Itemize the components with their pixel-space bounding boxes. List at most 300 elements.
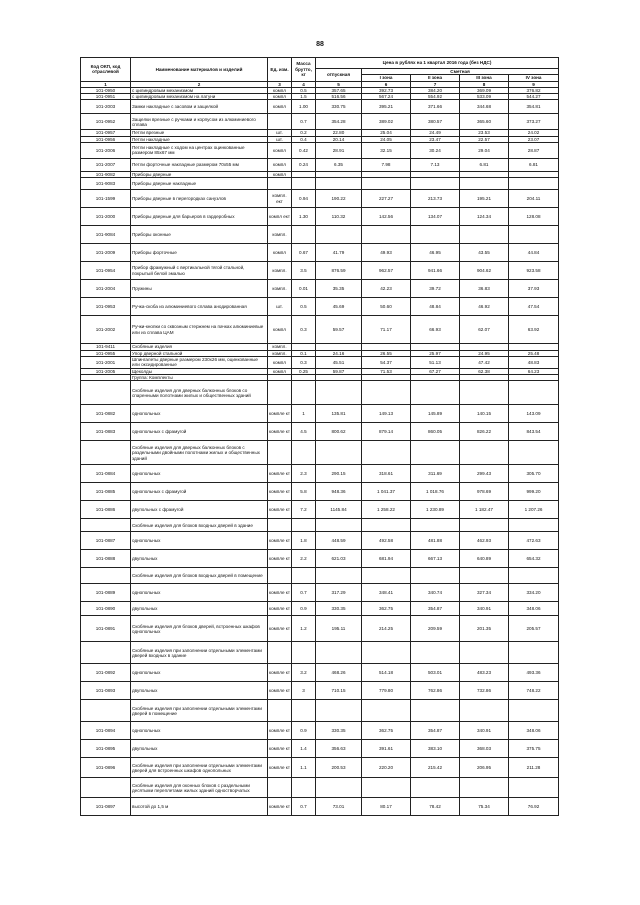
row-price-zone-1: 24.05 — [362, 136, 411, 142]
row-unit: компл — [268, 244, 292, 262]
row-mass: 3.2 — [292, 664, 316, 682]
row-price-zone-2: 215.42 — [411, 758, 460, 778]
row-name: однопольных — [131, 722, 268, 740]
header-code: Код ОКП, код отраслевой — [81, 58, 131, 82]
row-price-release: 290.15 — [316, 465, 362, 483]
row-code: 101-0885 — [81, 483, 131, 501]
row-unit: компл. — [268, 350, 292, 356]
row-unit — [268, 381, 292, 405]
row-code: 101-0953 — [81, 298, 131, 316]
row-code: 101-9082 — [81, 171, 131, 177]
row-unit — [268, 178, 292, 190]
row-code: 101-0886 — [81, 501, 131, 519]
row-price-release: 876.59 — [316, 262, 362, 280]
row-unit: компле кт — [268, 405, 292, 423]
row-code: 101-0883 — [81, 423, 131, 441]
table-row — [81, 664, 559, 682]
row-price-zone-4: 204.11 — [509, 190, 559, 208]
row-unit — [268, 642, 292, 664]
row-price-zone-1: 149.13 — [362, 405, 411, 423]
row-price-zone-4 — [509, 568, 559, 584]
row-unit: компле кт — [268, 602, 292, 616]
row-name: однопольных — [131, 405, 268, 423]
row-code — [81, 381, 131, 405]
table-row — [81, 190, 559, 208]
column-number: 6 — [362, 81, 411, 87]
row-price-release: 6.35 — [316, 158, 362, 171]
row-code: 101-0895 — [81, 740, 131, 758]
row-price-zone-2: 30.24 — [411, 142, 460, 158]
table-row — [81, 262, 559, 280]
row-price-zone-3: 29.04 — [460, 142, 509, 158]
row-price-zone-2 — [411, 642, 460, 664]
row-price-zone-1: 32.15 — [362, 142, 411, 158]
row-price-zone-1: 362.75 — [362, 602, 411, 616]
table-row — [81, 602, 559, 616]
row-price-zone-3 — [460, 568, 509, 584]
row-code: 101-0951 — [81, 94, 131, 100]
row-code: 101-0888 — [81, 550, 131, 568]
row-code: 101-1599 — [81, 190, 131, 208]
row-price-zone-4 — [509, 381, 559, 405]
row-unit: компл — [268, 171, 292, 177]
row-name: Скобяные изделия для блоков входных дверей в здание — [131, 519, 268, 532]
row-price-zone-2: 213.73 — [411, 190, 460, 208]
header-zone-1: I зона — [362, 75, 411, 81]
row-price-zone-3: 340.91 — [460, 722, 509, 740]
row-price-release: 200.53 — [316, 758, 362, 778]
row-price-zone-3: 462.93 — [460, 532, 509, 550]
row-price-release: 190.22 — [316, 190, 362, 208]
row-price-zone-4: 999.20 — [509, 483, 559, 501]
row-price-zone-2 — [411, 519, 460, 532]
row-price-release: 354.28 — [316, 114, 362, 130]
row-price-zone-1: 80.17 — [362, 798, 411, 816]
row-name: Скобяные изделия при заполнении отдельными элементами дверей для встроенных шкафов однопольных — [131, 758, 268, 778]
table-row — [81, 758, 559, 778]
row-price-zone-3: 6.81 — [460, 158, 509, 171]
row-code: 101-0955 — [81, 350, 131, 356]
row-price-zone-1: 26.55 — [362, 350, 411, 356]
header-unit: Ед. изм. — [268, 58, 292, 82]
row-price-zone-1: 567.24 — [362, 94, 411, 100]
table-row — [81, 158, 559, 171]
row-price-zone-4 — [509, 178, 559, 190]
row-price-zone-1: 214.25 — [362, 616, 411, 642]
row-unit: компле кт — [268, 682, 292, 700]
row-mass: 1.30 — [292, 208, 316, 226]
row-price-zone-1: 318.61 — [362, 465, 411, 483]
row-price-zone-1: 962.57 — [362, 262, 411, 280]
row-unit: компле кт — [268, 532, 292, 550]
row-price-zone-3 — [460, 700, 509, 722]
row-price-zone-1: 7.98 — [362, 158, 411, 171]
row-price-zone-1 — [362, 642, 411, 664]
row-price-zone-4: 47.54 — [509, 298, 559, 316]
table-row — [81, 142, 559, 158]
row-price-zone-3: 22.57 — [460, 136, 509, 142]
row-price-release: 135.81 — [316, 405, 362, 423]
row-mass: 0.1 — [292, 350, 316, 356]
row-mass: 0.42 — [292, 142, 316, 158]
row-price-zone-4: 205.57 — [509, 616, 559, 642]
table-row — [81, 740, 559, 758]
row-price-zone-2: 384.20 — [411, 87, 460, 93]
row-name: Скобяные изделия для дверных балконных блоков со спаренными полотнами жилых и общественных зданий — [131, 381, 268, 405]
row-mass — [292, 642, 316, 664]
row-price-zone-2: 941.66 — [411, 262, 460, 280]
row-unit: компл. ект — [268, 190, 292, 208]
row-price-zone-2: 25.97 — [411, 350, 460, 356]
row-price-release: 22.80 — [316, 130, 362, 136]
table-row — [81, 682, 559, 700]
row-price-release: 448.59 — [316, 532, 362, 550]
row-price-zone-1 — [362, 700, 411, 722]
row-mass: 0.5 — [292, 298, 316, 316]
row-price-release: 330.35 — [316, 602, 362, 616]
column-number: 3 — [268, 81, 292, 87]
table-row — [81, 778, 559, 798]
row-code: 101-2005 — [81, 368, 131, 374]
table-row — [81, 381, 559, 405]
table-row — [81, 501, 559, 519]
row-price-zone-3: 904.62 — [460, 262, 509, 280]
row-name: Петли форточные накладные размером 70х55 мм — [131, 158, 268, 171]
row-mass: 0.3 — [292, 356, 316, 368]
row-name: Группа: Комплекты — [131, 375, 268, 381]
row-code: 101-0887 — [81, 532, 131, 550]
column-number: 1 — [81, 81, 131, 87]
row-unit: компл. — [268, 344, 292, 350]
row-price-zone-4 — [509, 700, 559, 722]
row-mass: 0.2 — [292, 130, 316, 136]
row-price-zone-3: 340.91 — [460, 602, 509, 616]
row-price-zone-1: 220.20 — [362, 758, 411, 778]
row-price-zone-4: 376.82 — [509, 87, 559, 93]
row-code: 101-9411 — [81, 344, 131, 350]
row-name: однопольных с фрамугой — [131, 483, 268, 501]
table-row — [81, 568, 559, 584]
row-code: 101-0894 — [81, 722, 131, 740]
row-price-zone-1 — [362, 441, 411, 465]
row-mass: 0.7 — [292, 114, 316, 130]
table-row — [81, 208, 559, 226]
row-unit: компл. — [268, 262, 292, 280]
row-price-zone-1: 49.93 — [362, 244, 411, 262]
row-price-zone-3: 299.43 — [460, 465, 509, 483]
row-mass: 1.1 — [292, 758, 316, 778]
row-name: Петли врезные — [131, 130, 268, 136]
row-price-zone-4: 354.81 — [509, 100, 559, 114]
row-price-zone-3: 978.69 — [460, 483, 509, 501]
row-name: Замки накладные с засовом и защелкой — [131, 100, 268, 114]
row-price-zone-4: 748.22 — [509, 682, 559, 700]
row-price-zone-4: 654.32 — [509, 550, 559, 568]
row-name: двупольных — [131, 550, 268, 568]
row-name: с цилиндровым механизмом — [131, 87, 268, 93]
row-price-zone-3: 62.07 — [460, 316, 509, 344]
row-price-zone-1 — [362, 519, 411, 532]
row-name: однопольных — [131, 465, 268, 483]
row-price-zone-2: 383.10 — [411, 740, 460, 758]
row-name: Скобяные изделия — [131, 344, 268, 350]
row-price-zone-3: 533.09 — [460, 94, 509, 100]
row-mass: 0.25 — [292, 368, 316, 374]
row-code: 101-2001 — [81, 356, 131, 368]
row-unit: компле кт — [268, 722, 292, 740]
row-unit: компл — [268, 316, 292, 344]
row-unit — [268, 568, 292, 584]
row-name: Скобяные изделия для блоков входных дверей в помещение — [131, 568, 268, 584]
row-code: 101-2007 — [81, 158, 131, 171]
row-mass: 1.8 — [292, 532, 316, 550]
row-code — [81, 441, 131, 465]
row-name: Приборы форточные — [131, 244, 268, 262]
row-code: 101-0889 — [81, 584, 131, 602]
row-mass: 0.67 — [292, 244, 316, 262]
row-price-zone-4: 1 207.26 — [509, 501, 559, 519]
row-price-zone-1: 395.21 — [362, 100, 411, 114]
row-price-zone-2: 24.49 — [411, 130, 460, 136]
row-price-zone-2: 51.13 — [411, 356, 460, 368]
row-unit: компл ект — [268, 208, 292, 226]
row-price-release: 35.35 — [316, 280, 362, 298]
row-mass — [292, 178, 316, 190]
row-mass: 0.9 — [292, 602, 316, 616]
row-price-zone-2: 66.93 — [411, 316, 460, 344]
row-price-zone-2: 78.42 — [411, 798, 460, 816]
row-price-zone-4: 493.36 — [509, 664, 559, 682]
row-price-release: 59.57 — [316, 316, 362, 344]
row-price-zone-1: 362.75 — [362, 722, 411, 740]
column-number: 4 — [292, 81, 316, 87]
table-row — [81, 405, 559, 423]
row-price-zone-4: 48.83 — [509, 356, 559, 368]
row-mass: 3 — [292, 682, 316, 700]
row-price-zone-1: 71.17 — [362, 316, 411, 344]
row-price-zone-4: 63.92 — [509, 316, 559, 344]
row-name: однопольных — [131, 584, 268, 602]
row-name: Скобяные изделия при заполнении отдельными элементами дверей в помещение — [131, 700, 268, 722]
row-price-release: 195.11 — [316, 616, 362, 642]
row-price-zone-1 — [362, 226, 411, 244]
row-price-release: 710.15 — [316, 682, 362, 700]
row-price-release — [316, 441, 362, 465]
row-price-zone-1 — [362, 778, 411, 798]
column-number: 2 — [131, 81, 268, 87]
header-name: Наименование материалов и изделий — [131, 58, 268, 82]
row-price-zone-4: 544.27 — [509, 94, 559, 100]
row-price-zone-2: 46.95 — [411, 244, 460, 262]
column-number: 9 — [509, 81, 559, 87]
row-unit: компле кт — [268, 740, 292, 758]
table-row — [81, 178, 559, 190]
row-unit: шт. — [268, 130, 292, 136]
table-row — [81, 519, 559, 532]
row-price-zone-2: 7.13 — [411, 158, 460, 171]
row-code: 101-2000 — [81, 208, 131, 226]
row-price-zone-4: 334.20 — [509, 584, 559, 602]
table-row — [81, 532, 559, 550]
row-price-zone-3 — [460, 381, 509, 405]
row-unit: компле кт — [268, 616, 292, 642]
row-name: с цилиндровым механизмом на латуни — [131, 94, 268, 100]
row-price-zone-4: 305.70 — [509, 465, 559, 483]
row-price-zone-3: 483.23 — [460, 664, 509, 682]
row-price-zone-3: 75.34 — [460, 798, 509, 816]
row-mass: 0.7 — [292, 798, 316, 816]
row-price-release: 45.69 — [316, 298, 362, 316]
row-name: Шпингалеты дверные размером 230х26 мм, оцинкованные или оксидированные — [131, 356, 268, 368]
row-price-zone-3: 43.55 — [460, 244, 509, 262]
row-price-zone-4 — [509, 642, 559, 664]
column-number: 7 — [411, 81, 460, 87]
row-price-zone-1: 348.41 — [362, 584, 411, 602]
row-price-release: 330.75 — [316, 100, 362, 114]
row-price-zone-3: 365.60 — [460, 114, 509, 130]
row-name: Упор дверной стальной — [131, 350, 268, 356]
row-name: двупольных с фрамугой — [131, 501, 268, 519]
page-number: 88 — [316, 41, 324, 48]
row-price-zone-2: 67.27 — [411, 368, 460, 374]
row-name: Щеколды — [131, 368, 268, 374]
table-row — [81, 584, 559, 602]
row-code — [81, 700, 131, 722]
row-price-zone-3: 826.22 — [460, 423, 509, 441]
row-price-zone-2 — [411, 381, 460, 405]
row-code: 101-0892 — [81, 664, 131, 682]
row-price-zone-1: 514.18 — [362, 664, 411, 682]
row-mass — [292, 441, 316, 465]
row-price-zone-2: 481.88 — [411, 532, 460, 550]
row-code: 101-0893 — [81, 682, 131, 700]
row-price-release: 468.26 — [316, 664, 362, 682]
row-unit: шт. — [268, 298, 292, 316]
row-code: 101-0956 — [81, 136, 131, 142]
row-unit: компл — [268, 100, 292, 114]
row-unit: компле кт — [268, 798, 292, 816]
row-price-zone-1: 1 258.22 — [362, 501, 411, 519]
row-price-zone-1: 392.73 — [362, 87, 411, 93]
row-mass — [292, 519, 316, 532]
row-price-release: 800.62 — [316, 423, 362, 441]
row-name: Приборы дверные — [131, 171, 268, 177]
row-code: 101-0891 — [81, 616, 131, 642]
row-price-zone-4 — [509, 441, 559, 465]
row-price-release: 357.65 — [316, 87, 362, 93]
row-price-zone-1: 227.27 — [362, 190, 411, 208]
row-price-zone-4: 64.23 — [509, 368, 559, 374]
row-price-zone-3 — [460, 642, 509, 664]
row-price-zone-2: 311.69 — [411, 465, 460, 483]
row-unit — [268, 441, 292, 465]
row-mass: 0.3 — [292, 316, 316, 344]
row-code: 101-9083 — [81, 178, 131, 190]
row-price-zone-3: 124.34 — [460, 208, 509, 226]
row-price-zone-4: 472.63 — [509, 532, 559, 550]
row-price-zone-3: 206.95 — [460, 758, 509, 778]
row-price-release — [316, 778, 362, 798]
row-mass: 2.3 — [292, 465, 316, 483]
row-mass: 2.2 — [292, 550, 316, 568]
row-name: Прибор фрамужный с вертикальной тягой стальной, покрытый белой эмалью — [131, 262, 268, 280]
row-price-zone-4: 373.27 — [509, 114, 559, 130]
column-number: 5 — [316, 81, 362, 87]
row-name: Скобяные изделия для блоков дверей, встроенных шкафов однопольных — [131, 616, 268, 642]
row-price-zone-3 — [460, 226, 509, 244]
row-unit — [268, 700, 292, 722]
row-price-zone-2: 762.86 — [411, 682, 460, 700]
row-price-zone-1 — [362, 178, 411, 190]
header-zone-2: II зона — [411, 75, 460, 81]
row-mass — [292, 226, 316, 244]
row-name: двупольных — [131, 740, 268, 758]
row-name: Приборы дверные для барьеров в гардеробных — [131, 208, 268, 226]
row-price-zone-3: 344.68 — [460, 100, 509, 114]
row-price-release — [316, 642, 362, 664]
row-name: Скобяные изделия при заполнении отдельными элементами дверей входных в здание — [131, 642, 268, 664]
table-row — [81, 280, 559, 298]
row-price-release: 356.63 — [316, 740, 362, 758]
row-price-zone-1 — [362, 381, 411, 405]
table-row — [81, 244, 559, 262]
row-price-release: 516.56 — [316, 94, 362, 100]
row-mass: 7.2 — [292, 501, 316, 519]
row-price-zone-3: 640.89 — [460, 550, 509, 568]
row-price-zone-4: 843.54 — [509, 423, 559, 441]
row-price-zone-2: 48.84 — [411, 298, 460, 316]
row-price-release — [316, 519, 362, 532]
row-mass — [292, 381, 316, 405]
row-unit: компл. — [268, 226, 292, 244]
row-name: Скобяные изделия для оконных блоков с раздельными десятыми переплетами жилых зданий одностворчатых — [131, 778, 268, 798]
row-price-zone-2: 354.87 — [411, 722, 460, 740]
row-unit — [268, 519, 292, 532]
row-mass: 0.5 — [292, 87, 316, 93]
row-price-zone-3: 36.83 — [460, 280, 509, 298]
row-price-zone-2: 860.05 — [411, 423, 460, 441]
row-code — [81, 642, 131, 664]
table-row — [81, 465, 559, 483]
row-price-zone-2: 1 018.76 — [411, 483, 460, 501]
row-price-zone-4 — [509, 226, 559, 244]
row-mass: 0.4 — [292, 136, 316, 142]
row-price-zone-4: 28.87 — [509, 142, 559, 158]
row-unit: компле кт — [268, 584, 292, 602]
header-mass: Масса брутто, кг — [292, 58, 316, 82]
row-price-zone-2: 503.01 — [411, 664, 460, 682]
row-price-release: 28.91 — [316, 142, 362, 158]
row-price-zone-3: 195.21 — [460, 190, 509, 208]
row-price-release: 59.87 — [316, 368, 362, 374]
row-price-zone-3 — [460, 178, 509, 190]
header-release: отпускная — [316, 69, 362, 82]
row-mass — [292, 568, 316, 584]
row-unit: компл — [268, 158, 292, 171]
row-price-zone-2: 134.07 — [411, 208, 460, 226]
row-code: 101-9084 — [81, 226, 131, 244]
row-code: 101-2003 — [81, 100, 131, 114]
header-zone-4: IV зона — [509, 75, 559, 81]
row-price-release: 24.16 — [316, 350, 362, 356]
row-price-zone-3: 327.34 — [460, 584, 509, 602]
row-price-release: 73.01 — [316, 798, 362, 816]
row-code: 101-0896 — [81, 758, 131, 778]
row-price-zone-2 — [411, 441, 460, 465]
row-unit — [268, 778, 292, 798]
row-price-zone-2 — [411, 178, 460, 190]
row-unit: компл. — [268, 280, 292, 298]
